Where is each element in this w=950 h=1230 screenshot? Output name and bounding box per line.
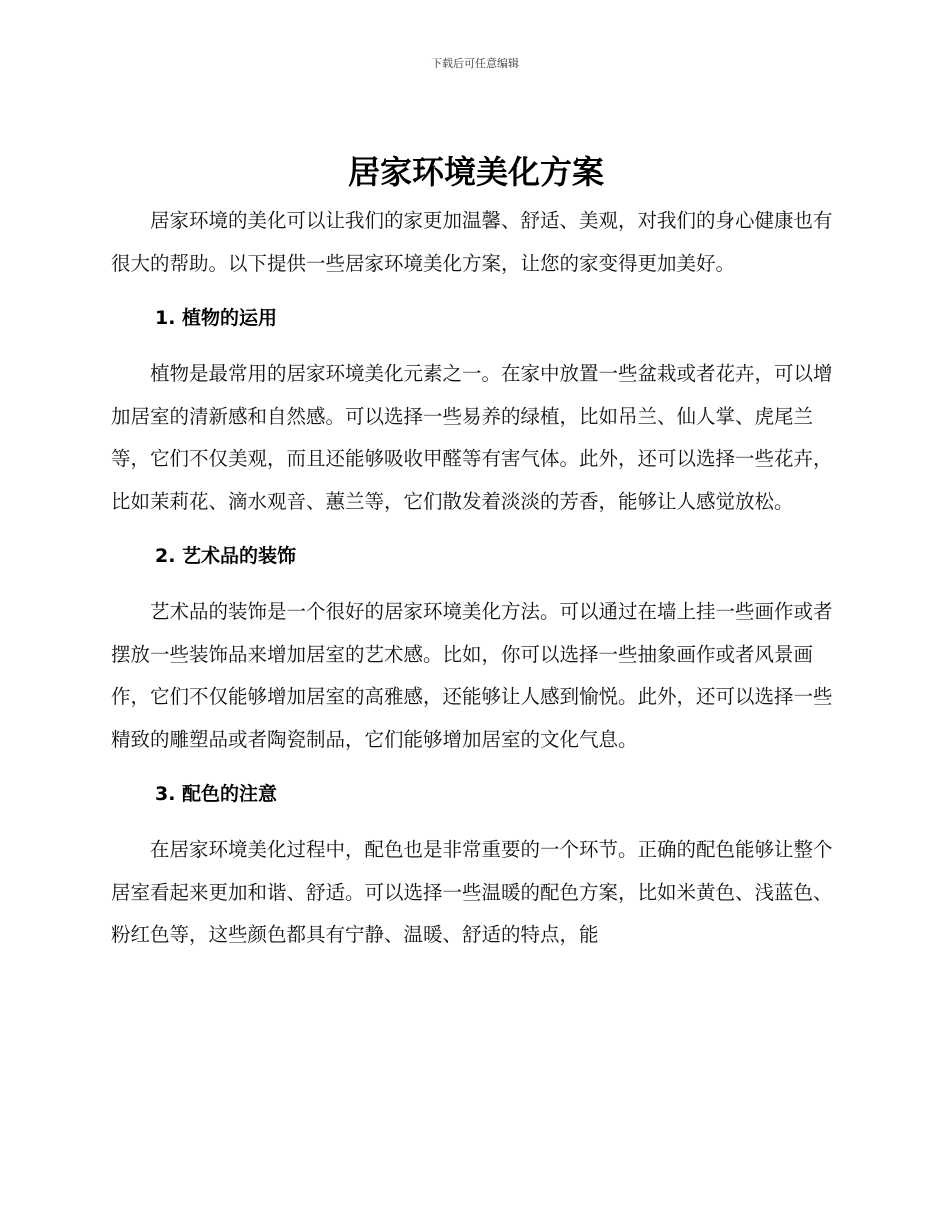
section-heading-artwork: 2. 艺术品的装饰	[155, 545, 297, 567]
page-header-note: 下载后可任意编辑	[431, 57, 519, 70]
document-content	[111, 150, 841, 957]
section-heading-color: 3. 配色的注意	[155, 783, 278, 805]
section-body-artwork: 艺术品的装饰是一个很好的居家环境美化方法。可以通过在墙上挂一些画作或者摆放一些装饰品来增加居室的艺术感。比如，你可以选择一些抽象画作或者风景画作，它们不仅能够增加居室的高雅感，还能够让人感到愉悦。此外，还可以选择一些精致的雕塑品或者陶瓷制品，它们能够增加居室的文化气息。	[111, 600, 833, 751]
document-title: 居家环境美化方案	[347, 153, 604, 191]
section-body-color: 在居家环境美化过程中，配色也是非常重要的一个环节。正确的配色能够让整个居室看起来更加和谐、舒适。可以选择一些温暖的配色方案，比如米黄色、浅蓝色、粉红色等，这些颜色都具有宁静、温暖、舒适的特点，能	[111, 838, 833, 946]
intro-paragraph: 居家环境的美化可以让我们的家更加温馨、舒适、美观，对我们的身心健康也有很大的帮助。以下提供一些居家环境美化方案，让您的家变得更加美好。	[111, 209, 833, 275]
section-heading-plants: 1. 植物的运用	[155, 307, 278, 329]
section-body-plants: 植物是最常用的居家环境美化元素之一。在家中放置一些盆栽或者花卉，可以增加居室的清新感和自然感。可以选择一些易养的绿植，比如吊兰、仙人掌、虎尾兰等，它们不仅美观，而且还能够吸收甲醛等有害气体。此外，还可以选择一些花卉，比如茉莉花、滴水观音、蕙兰等，它们散发着淡淡的芳香，能够让人感觉放松。	[111, 362, 833, 513]
